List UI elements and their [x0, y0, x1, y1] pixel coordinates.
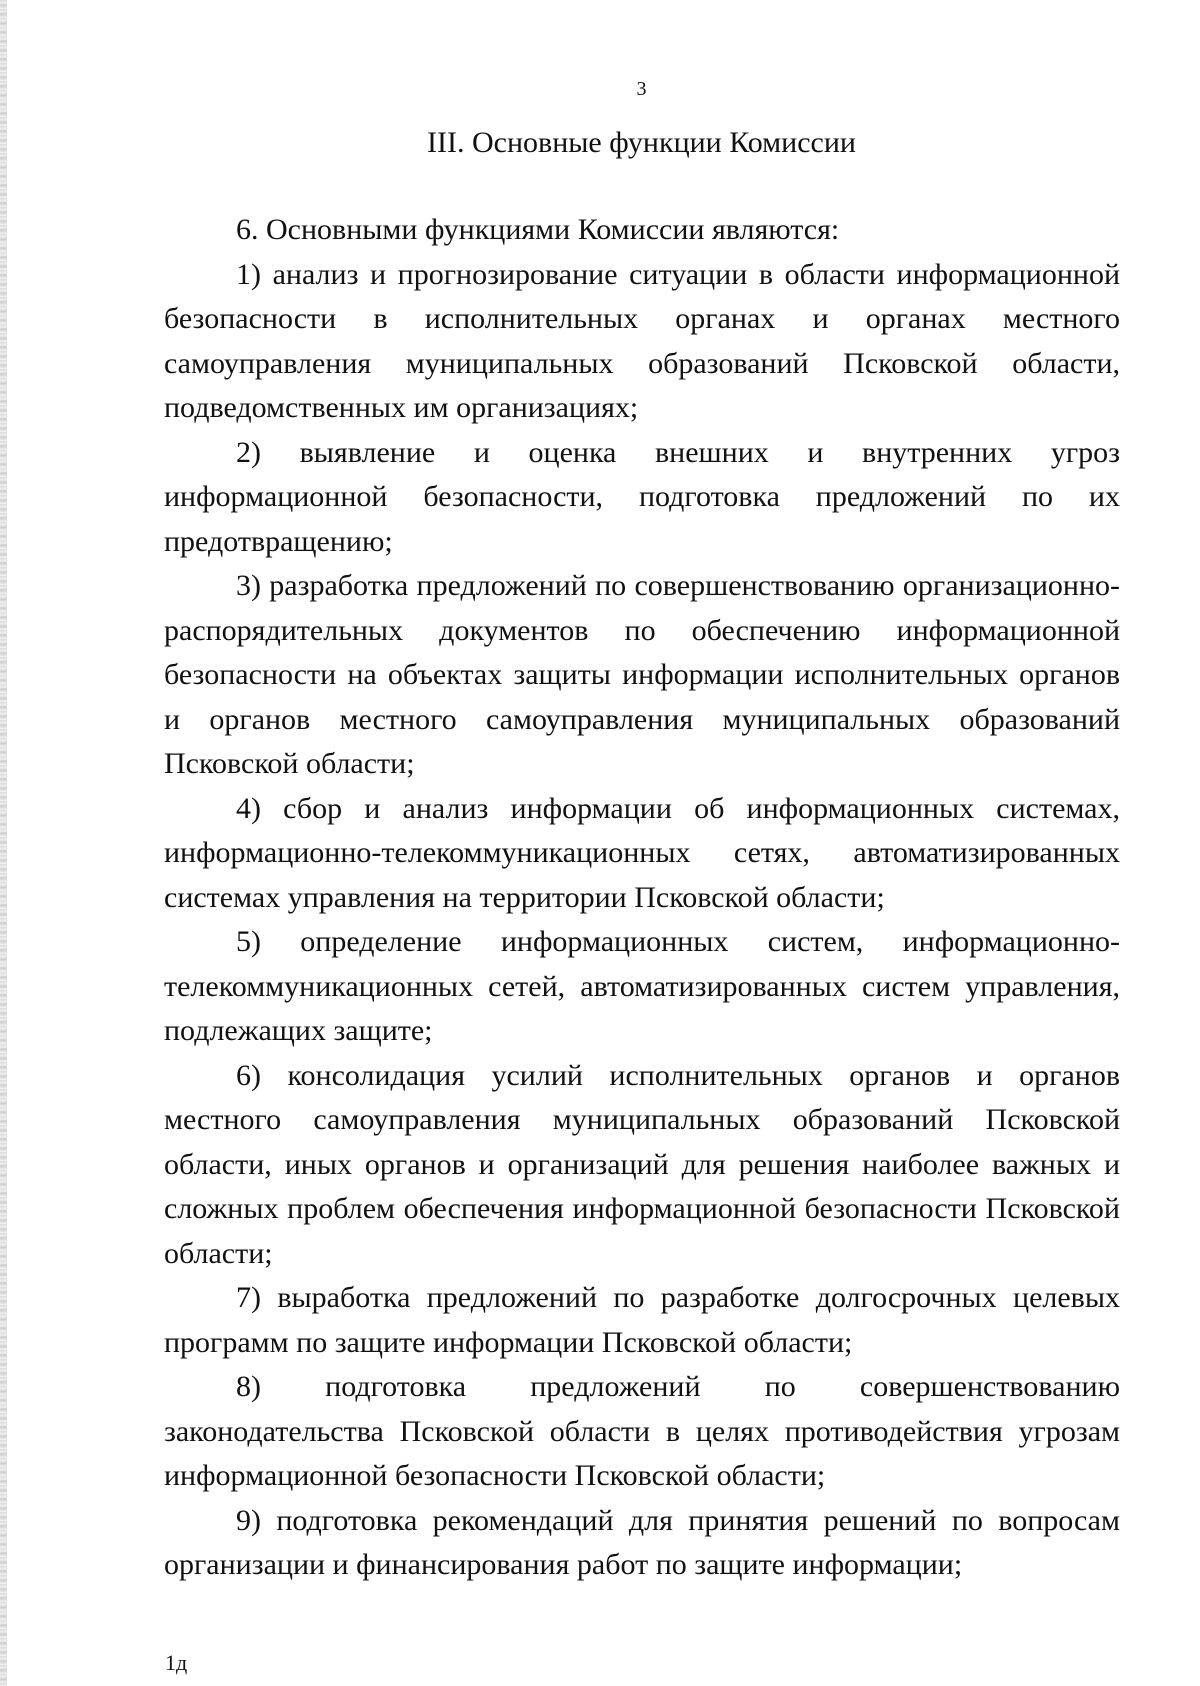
- list-item: 1) анализ и прогнозирование ситуации в области информационной безопасности в исполнительных органах и органах местного самоуправления муниципальных образований Псковской области, подведомственных им организациях;: [164, 257, 1120, 424]
- section-title: III. Основные функции Комиссии: [427, 126, 856, 159]
- page-number: 3: [636, 78, 647, 100]
- intro-paragraph: 6. Основными функциями Комиссии являются:: [236, 213, 840, 246]
- list-item: 5) определение информационных систем, информационно-телекоммуникационных сетей, автоматизированных систем управления, подлежащих защите;: [164, 925, 1120, 1047]
- document-body: [164, 208, 1120, 1588]
- list-item: 4) сбор и анализ информации об информационных системах, информационно-телекоммуникационных сетях, автоматизированных системах управления на территории Псковской области;: [164, 791, 1120, 914]
- scan-edge-artifact: [0, 0, 7, 1686]
- list-item: 6) консолидация усилий исполнительных органов и органов местного самоуправления муниципальных образований Псковской области, иных органов и организаций для решения наиболее важных и сложных проблем обеспечения информационной безопасности Псковской области;: [164, 1058, 1120, 1270]
- list-item: 7) выработка предложений по разработке долгосрочных целевых программ по защите информации Псковской области;: [164, 1281, 1120, 1359]
- footer-code: 1д: [165, 1650, 188, 1675]
- list-item: 9) подготовка рекомендаций для принятия решений по вопросам организации и финансирования работ по защите информации;: [164, 1503, 1120, 1581]
- list-item: 2) выявление и оценка внешних и внутренних угроз информационной безопасности, подготовка предложений по их предотвращению;: [164, 435, 1120, 558]
- list-item: 3) разработка предложений по совершенствованию организационно-распорядительных документов по обеспечению информационной безопасности на объектах защиты информации исполнительных органов и органов местного самоуправления муниципальных образований Псковской области;: [164, 569, 1120, 780]
- list-item: 8) подготовка предложений по совершенствованию законодательства Псковской области в целях противодействия угрозам информационной безопасности Псковской области;: [164, 1370, 1120, 1492]
